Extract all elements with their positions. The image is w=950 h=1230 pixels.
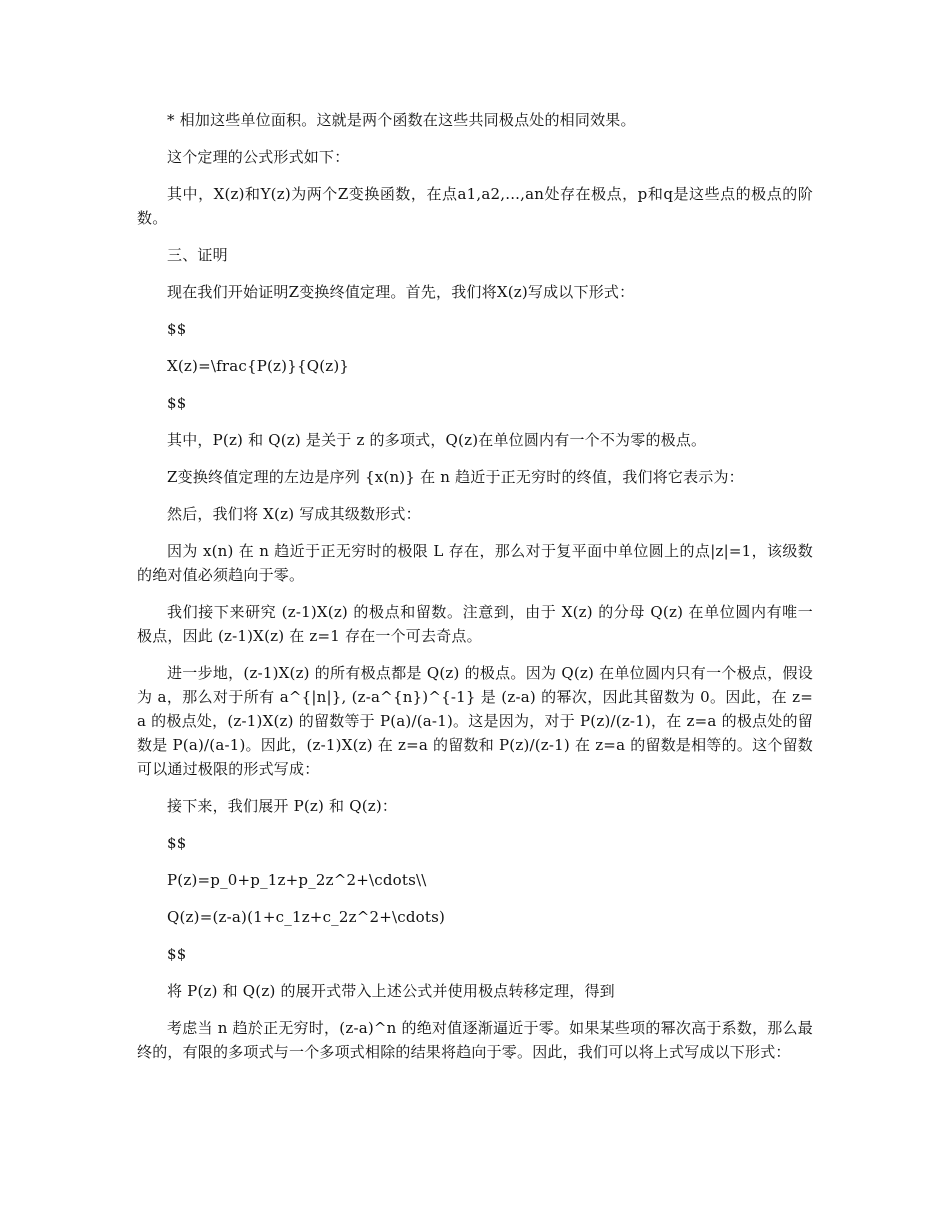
paragraph: 因为 x(n) 在 n 趋近于正无穷时的极限 L 存在，那么对于复平面中单位圆上的点|z|=1，该级数的绝对值必须趋向于零。: [137, 542, 813, 584]
math-formula: Q(z)=(z-a)(1+c_1z+c_2z^2+\cdots): [167, 908, 446, 926]
paragraph: 考虑当 n 趋於正无穷时，(z-a)^n 的绝对值逐渐逼近于零。如果某些项的幂次高于系数，那么最终的，有限的多项式与一个多项式相除的结果将趋向于零。因此，我们可以将上式写成以下形式：: [137, 1019, 813, 1061]
math-delimiter: $$: [167, 945, 187, 963]
paragraph: 将 P(z) 和 Q(z) 的展开式带入上述公式并使用极点转移定理，得到: [167, 982, 615, 1000]
paragraph: 现在我们开始证明Z变换终值定理。首先，我们将X(z)写成以下形式：: [167, 283, 635, 301]
paragraph: 进一步地，(z-1)X(z) 的所有极点都是 Q(z) 的极点。因为 Q(z) 在单位圆内只有一个极点，假设为 a，那么对于所有 a^{|n|}, (z-a^{n})^{-1} 是 (z-a) 的幂次，因此其留数为 0。因此，在 z=a 的极点处，(z-1)X(z) 的留数等于 P(a)/(a-1)。这是因为，对于 P(z)/(z-1)，在 z=a 的极点处的留数是 P(a)/(a-1)。因此，(z-1)X(z) 在 z=a 的留数和 P(z)/(z-1) 在 z=a 的留数是相等的。这个留数可以通过极限的形式写成：: [137, 664, 813, 778]
paragraph: Z变换终值定理的左边是序列 {x(n)} 在 n 趋近于正无穷时的终值，我们将它表示为：: [167, 468, 744, 486]
paragraph: * 相加这些单位面积。这就是两个函数在这些共同极点处的相同效果。: [167, 111, 636, 129]
section-heading: 三、证明: [167, 246, 228, 264]
math-delimiter: $$: [167, 320, 187, 338]
math-formula: X(z)=\frac{P(z)}{Q(z)}: [167, 357, 350, 375]
paragraph: 我们接下来研究 (z-1)X(z) 的极点和留数。注意到，由于 X(z) 的分母 Q(z) 在单位圆内有唯一极点，因此 (z-1)X(z) 在 z=1 存在一个可去奇点。: [137, 603, 813, 645]
math-delimiter: $$: [167, 394, 187, 412]
math-formula: P(z)=p_0+p_1z+p_2z^2+\cdots\\: [167, 871, 427, 889]
paragraph: 这个定理的公式形式如下：: [167, 148, 350, 166]
math-delimiter: $$: [167, 834, 187, 852]
paragraph: 其中，P(z) 和 Q(z) 是关于 z 的多项式，Q(z)在单位圆内有一个不为零的极点。: [167, 431, 707, 449]
paragraph: 接下来，我们展开 P(z) 和 Q(z)：: [167, 797, 398, 815]
paragraph: 其中，X(z)和Y(z)为两个Z变换函数，在点a1,a2,...,an处存在极点，p和q是这些点的极点的阶数。: [137, 185, 813, 227]
paragraph: 然后，我们将 X(z) 写成其级数形式：: [167, 505, 421, 523]
document-page: [137, 108, 813, 1077]
